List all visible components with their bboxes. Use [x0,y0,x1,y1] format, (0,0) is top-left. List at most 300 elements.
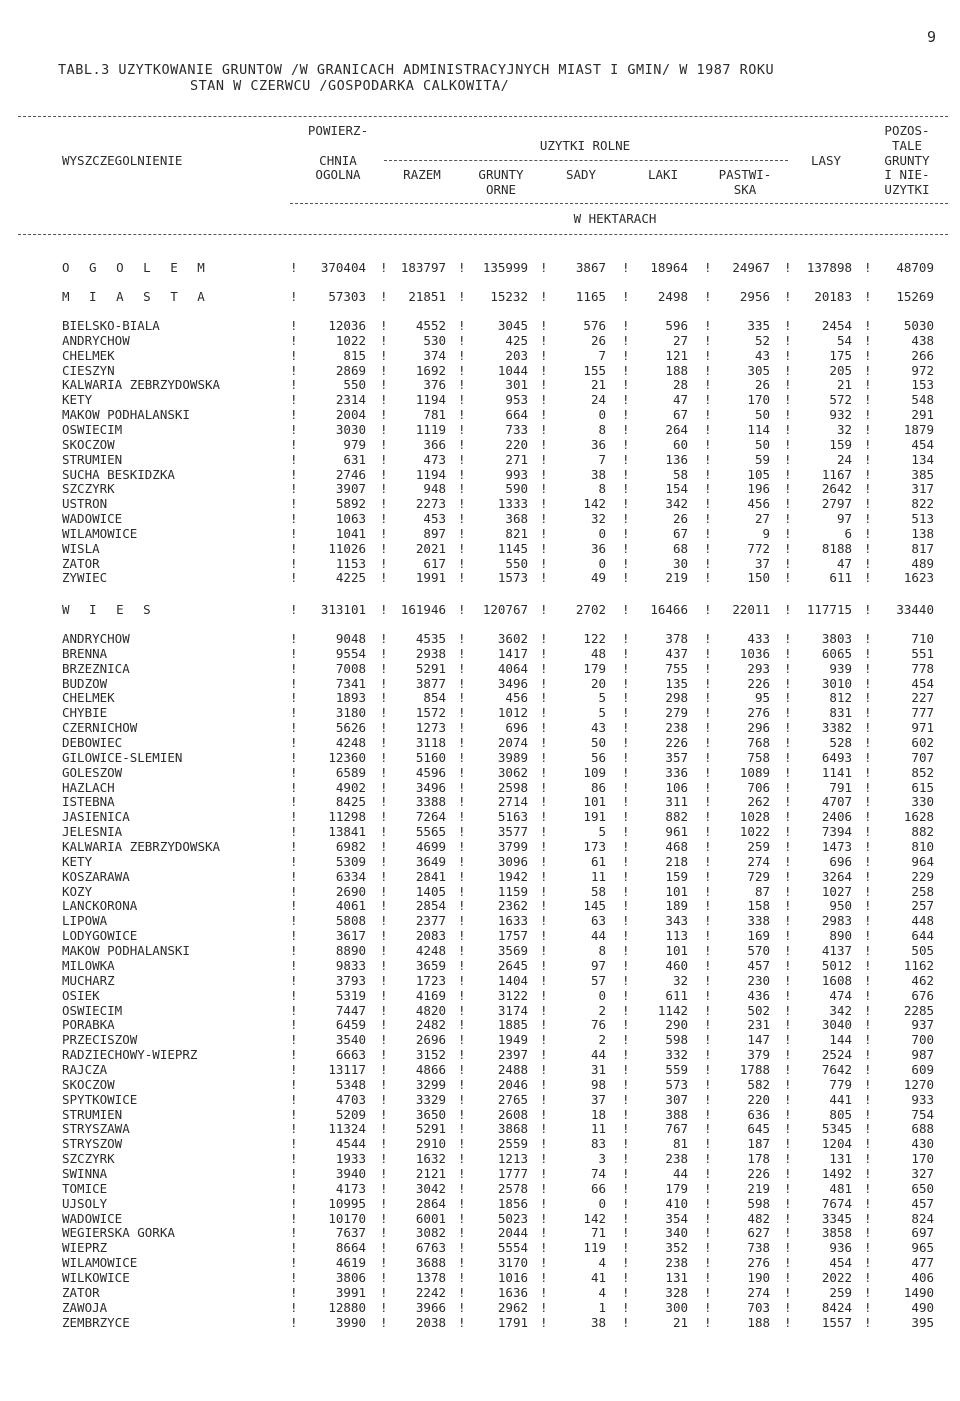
cell-powierzchnia: 631 [343,451,366,467]
column-separator: ! [864,660,872,676]
column-separator: ! [290,675,298,691]
row-label: SKOCZOW [62,436,115,452]
cell-laki: 136 [665,451,688,467]
column-separator: ! [290,318,298,333]
column-separator: ! [704,540,712,556]
cell-powierzchnia: 4544 [335,1136,366,1152]
cell-pastwiska: 738 [747,1240,770,1256]
column-separator: ! [540,1121,548,1137]
column-separator: ! [622,1076,630,1092]
column-separator: ! [380,809,388,825]
column-separator: ! [540,260,548,275]
cell-razem: 1119 [415,421,446,437]
cell-powierzchnia: 11324 [328,1121,366,1137]
cell-pozostale: 822 [911,496,934,512]
cell-lasy: 3345 [821,1210,852,1226]
cell-pastwiska: 178 [747,1151,770,1167]
column-separator: ! [540,1136,548,1152]
column-separator: ! [290,289,298,304]
cell-razem: 5160 [415,749,446,765]
column-separator: ! [380,1047,388,1063]
cell-pozostale: 551 [911,645,934,661]
row-label: WADOWICE [62,511,123,527]
cell-razem: 530 [423,332,446,348]
cell-pastwiska: 95 [754,690,770,706]
column-separator: ! [784,1269,792,1285]
cell-razem: 1194 [415,466,446,482]
row-label: CZERNICHOW [62,720,138,736]
column-separator: ! [540,392,548,408]
column-separator: ! [290,377,298,393]
cell-pastwiska: 26 [754,377,770,393]
cell-lasy: 6493 [821,749,852,765]
column-separator: ! [540,987,548,1003]
cell-razem: 2854 [415,898,446,914]
cell-pastwiska: 59 [754,451,770,467]
column-separator: ! [380,1255,388,1271]
column-separator: ! [290,540,298,556]
column-separator: ! [458,1002,466,1018]
column-separator: ! [864,1032,872,1048]
cell-grunty-orne: 1417 [497,645,528,661]
cell-powierzchnia: 10170 [328,1210,366,1226]
cell-razem: 2938 [415,645,446,661]
cell-powierzchnia: 3806 [335,1269,366,1285]
column-separator: ! [704,987,712,1003]
row-label: SUCHA BESKIDZKA [62,466,175,482]
column-separator: ! [540,1091,548,1107]
column-separator: ! [864,347,872,363]
cell-pastwiska: 456 [747,496,770,512]
cell-grunty-orne: 1213 [497,1151,528,1167]
cell-sady: 576 [583,318,606,333]
column-separator: ! [784,839,792,855]
row-label: HAZLACH [62,779,115,795]
column-separator: ! [290,1017,298,1033]
column-separator: ! [784,362,792,378]
column-separator: ! [380,540,388,556]
cell-razem: 1723 [415,972,446,988]
header-bottom-rule [18,234,948,235]
cell-grunty-orne: 1777 [497,1165,528,1181]
cell-pozostale: 395 [911,1314,934,1330]
column-separator: ! [704,749,712,765]
column-separator: ! [540,540,548,556]
column-separator: ! [290,525,298,541]
column-separator: ! [704,1091,712,1107]
cell-pastwiska: 729 [747,868,770,884]
table-row [0,809,960,824]
column-separator: ! [290,779,298,795]
cell-lasy: 144 [829,1032,852,1048]
column-separator: ! [784,883,792,899]
column-separator: ! [290,555,298,571]
cell-grunty-orne: 220 [505,436,528,452]
cell-pozostale: 1162 [903,957,934,973]
cell-razem: 3688 [415,1255,446,1271]
column-separator: ! [540,631,548,646]
column-separator: ! [290,735,298,751]
table-row [0,318,960,333]
column-separator: ! [864,555,872,571]
column-separator: ! [622,735,630,751]
column-separator: ! [380,794,388,810]
cell-powierzchnia: 2314 [335,392,366,408]
cell-grunty-orne: 3062 [497,764,528,780]
cell-powierzchnia: 3907 [335,481,366,497]
column-separator: ! [864,1151,872,1167]
column-separator: ! [864,957,872,973]
column-separator: ! [380,987,388,1003]
column-separator: ! [704,764,712,780]
cell-laki: 300 [665,1299,688,1315]
column-separator: ! [290,1255,298,1271]
row-label: STRYSZAWA [62,1121,130,1137]
cell-razem: 3299 [415,1076,446,1092]
column-separator: ! [622,451,630,467]
cell-razem: 21851 [408,289,446,304]
column-separator: ! [784,1151,792,1167]
cell-laki: 559 [665,1061,688,1077]
column-separator: ! [540,1180,548,1196]
column-separator: ! [704,525,712,541]
column-separator: ! [380,705,388,721]
cell-pastwiska: 259 [747,839,770,855]
cell-sady: 98 [590,1076,606,1092]
column-separator: ! [458,631,466,646]
cell-lasy: 205 [829,362,852,378]
cell-lasy: 3040 [821,1017,852,1033]
cell-powierzchnia: 9833 [335,957,366,973]
cell-lasy: 1141 [821,764,852,780]
column-separator: ! [458,972,466,988]
cell-sady: 8 [598,481,606,497]
column-separator: ! [458,1047,466,1063]
cell-grunty-orne: 2598 [497,779,528,795]
row-label: MAKOW PODHALANSKI [62,943,190,959]
cell-pozostale: 170 [911,1151,934,1167]
cell-grunty-orne: 993 [505,466,528,482]
table-row [0,705,960,720]
column-separator: ! [784,898,792,914]
column-separator: ! [784,794,792,810]
column-separator: ! [380,362,388,378]
cell-powierzchnia: 4703 [335,1091,366,1107]
cell-pozostale: 227 [911,690,934,706]
column-separator: ! [458,1225,466,1241]
column-separator: ! [540,1002,548,1018]
cell-pastwiska: 114 [747,421,770,437]
column-separator: ! [864,1269,872,1285]
cell-razem: 1194 [415,392,446,408]
cell-grunty-orne: 5554 [497,1240,528,1256]
row-label: KALWARIA ZEBRZYDOWSKA [62,839,221,855]
column-separator: ! [458,824,466,840]
cell-lasy: 259 [829,1284,852,1300]
column-separator: ! [622,1121,630,1137]
cell-powierzchnia: 1153 [335,555,366,571]
column-separator: ! [622,1314,630,1330]
cell-pastwiska: 2956 [739,289,770,304]
column-separator: ! [380,779,388,795]
cell-sady: 142 [583,496,606,512]
cell-grunty-orne: 1044 [497,362,528,378]
table-row [0,1166,960,1181]
column-separator: ! [458,913,466,929]
table-title: TABL.3 UZYTKOWANIE GRUNTOW /W GRANICACH ADMINISTRACYJNYCH MIAST I GMIN/ W 1987 ROKU [58,62,775,78]
summary-row-wies [0,602,960,617]
cell-laki: 1142 [657,1002,688,1018]
column-separator: ! [540,602,548,617]
cell-laki: 388 [665,1106,688,1122]
row-label: ANDRYCHOW [62,631,130,646]
cell-laki: 121 [665,347,688,363]
column-separator: ! [540,839,548,855]
column-separator: ! [704,511,712,527]
cell-powierzchnia: 10995 [328,1195,366,1211]
cell-lasy: 175 [829,347,852,363]
cell-pozostale: 258 [911,883,934,899]
column-separator: ! [380,1225,388,1241]
cell-razem: 1273 [415,720,446,736]
cell-pozostale: 933 [911,1091,934,1107]
column-separator: ! [290,1225,298,1241]
column-separator: ! [540,1017,548,1033]
column-separator: ! [622,779,630,795]
column-separator: ! [704,735,712,751]
column-separator: ! [864,1240,872,1256]
cell-razem: 2273 [415,496,446,512]
column-separator: ! [704,1195,712,1211]
cell-pozostale: 964 [911,853,934,869]
cell-pastwiska: 379 [747,1047,770,1063]
column-separator: ! [380,824,388,840]
column-separator: ! [622,764,630,780]
column-separator: ! [380,1002,388,1018]
cell-laki: 279 [665,705,688,721]
column-separator: ! [784,466,792,482]
column-separator: ! [704,332,712,348]
cell-razem: 5565 [415,824,446,840]
cell-razem: 1378 [415,1269,446,1285]
table-row [0,377,960,392]
cell-pozostale: 778 [911,660,934,676]
table-row [0,1196,960,1211]
column-separator: ! [784,1314,792,1330]
cell-grunty-orne: 3122 [497,987,528,1003]
column-separator: ! [784,853,792,869]
column-separator: ! [622,868,630,884]
table-row [0,363,960,378]
cell-powierzchnia: 7341 [335,675,366,691]
row-label: ZATOR [62,1284,100,1300]
cell-powierzchnia: 979 [343,436,366,452]
column-separator: ! [540,1269,548,1285]
column-separator: ! [380,451,388,467]
column-separator: ! [622,570,630,586]
column-separator: ! [380,764,388,780]
cell-pozostale: 229 [911,868,934,884]
row-label: WILAMOWICE [62,525,138,541]
header-powierzchnia-3: OGOLNA [315,167,361,182]
column-separator: ! [540,972,548,988]
column-separator: ! [458,720,466,736]
column-separator: ! [622,1210,630,1226]
cell-lasy: 8188 [821,540,852,556]
row-label: KALWARIA ZEBRZYDOWSKA [62,377,221,393]
cell-powierzchnia: 1063 [335,511,366,527]
cell-razem: 617 [423,555,446,571]
cell-lasy: 4137 [821,943,852,959]
row-label: BRZEZNICA [62,660,130,676]
cell-powierzchnia: 2746 [335,466,366,482]
table-row [0,1211,960,1226]
row-label: ZYWIEC [62,570,108,586]
column-separator: ! [540,957,548,973]
cell-razem: 3877 [415,675,446,691]
column-separator: ! [622,1032,630,1048]
column-separator: ! [458,1106,466,1122]
cell-lasy: 1492 [821,1165,852,1181]
column-separator: ! [864,1047,872,1063]
cell-lasy: 20183 [814,289,852,304]
column-separator: ! [380,883,388,899]
column-separator: ! [290,645,298,661]
row-label: LODYGOWICE [62,928,138,944]
column-separator: ! [784,957,792,973]
column-separator: ! [864,898,872,914]
cell-laki: 188 [665,362,688,378]
row-label: BIELSKO-BIALA [62,318,160,333]
cell-powierzchnia: 6334 [335,868,366,884]
cell-laki: 68 [672,540,688,556]
column-separator: ! [704,1314,712,1330]
column-separator: ! [864,525,872,541]
table-row [0,1270,960,1285]
cell-grunty-orne: 203 [505,347,528,363]
cell-lasy: 7394 [821,824,852,840]
column-separator: ! [380,1076,388,1092]
cell-laki: 28 [672,377,688,393]
cell-grunty-orne: 1757 [497,928,528,944]
cell-grunty-orne: 2362 [497,898,528,914]
cell-lasy: 342 [829,1002,852,1018]
column-separator: ! [458,809,466,825]
cell-laki: 219 [665,570,688,586]
column-separator: ! [622,525,630,541]
row-label: SZCZYRK [62,481,115,497]
column-separator: ! [540,1225,548,1241]
cell-razem: 2377 [415,913,446,929]
column-separator: ! [704,631,712,646]
column-separator: ! [380,690,388,706]
column-separator: ! [704,392,712,408]
cell-sady: 32 [590,511,606,527]
cell-sady: 1 [598,1299,606,1315]
column-separator: ! [864,794,872,810]
column-separator: ! [540,645,548,661]
column-separator: ! [458,540,466,556]
cell-pozostale: 1490 [903,1284,934,1300]
cell-sady: 58 [590,883,606,899]
column-separator: ! [704,1255,712,1271]
cell-pozostale: 454 [911,675,934,691]
column-separator: ! [540,377,548,393]
cell-powierzchnia: 6982 [335,839,366,855]
cell-razem: 2910 [415,1136,446,1152]
column-separator: ! [864,1180,872,1196]
cell-pastwiska: 338 [747,913,770,929]
cell-lasy: 54 [836,332,852,348]
column-separator: ! [458,1076,466,1092]
column-separator: ! [704,779,712,795]
column-separator: ! [540,794,548,810]
cell-razem: 3649 [415,853,446,869]
column-separator: ! [864,1195,872,1211]
column-separator: ! [458,347,466,363]
cell-pastwiska: 274 [747,1284,770,1300]
column-separator: ! [540,1314,548,1330]
column-separator: ! [380,1017,388,1033]
cell-pastwiska: 105 [747,466,770,482]
column-separator: ! [622,1165,630,1181]
column-separator: ! [540,1195,548,1211]
column-separator: ! [290,853,298,869]
column-separator: ! [622,555,630,571]
cell-lasy: 932 [829,407,852,423]
cell-powierzchnia: 6663 [335,1047,366,1063]
column-separator: ! [540,705,548,721]
cell-powierzchnia: 5309 [335,853,366,869]
column-separator: ! [540,898,548,914]
cell-laki: 378 [665,631,688,646]
table-row [0,839,960,854]
cell-razem: 2864 [415,1195,446,1211]
column-separator: ! [704,451,712,467]
cell-laki: 298 [665,690,688,706]
column-separator: ! [864,1136,872,1152]
cell-razem: 3329 [415,1091,446,1107]
cell-grunty-orne: 271 [505,451,528,467]
column-separator: ! [864,943,872,959]
column-separator: ! [704,1061,712,1077]
column-separator: ! [704,943,712,959]
column-separator: ! [784,690,792,706]
column-separator: ! [864,1255,872,1271]
column-separator: ! [704,794,712,810]
column-separator: ! [458,675,466,691]
cell-sady: 119 [583,1240,606,1256]
column-separator: ! [290,511,298,527]
column-separator: ! [704,1210,712,1226]
cell-pastwiska: 1036 [739,645,770,661]
cell-grunty-orne: 3174 [497,1002,528,1018]
column-separator: ! [864,839,872,855]
cell-grunty-orne: 5023 [497,1210,528,1226]
column-separator: ! [380,318,388,333]
column-separator: ! [784,1225,792,1241]
column-separator: ! [458,1180,466,1196]
column-separator: ! [290,883,298,899]
column-separator: ! [704,1002,712,1018]
column-separator: ! [622,362,630,378]
cell-pastwiska: 170 [747,392,770,408]
cell-pozostale: 1623 [903,570,934,586]
table-row [0,1151,960,1166]
column-separator: ! [622,824,630,840]
column-separator: ! [622,957,630,973]
cell-laki: 21 [672,1314,688,1330]
